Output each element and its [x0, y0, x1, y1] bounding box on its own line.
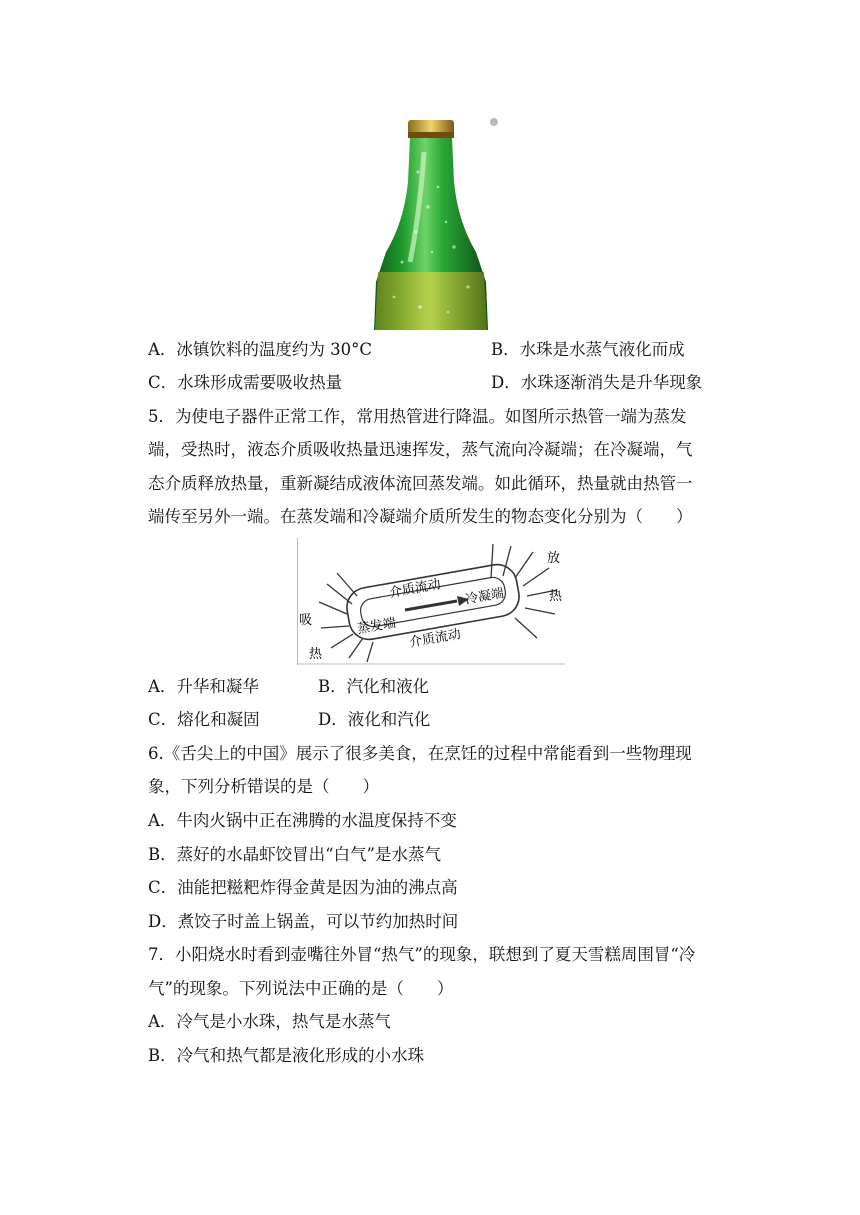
q5-option-d: D．液化和汽化: [318, 710, 431, 729]
diagram-flow-top-label: 介质流动: [388, 577, 442, 602]
q5-text-line-4: 端传至另外一端。在蒸发端和冷凝端介质所发生的物态变化分别为（ ）: [148, 507, 693, 526]
diagram-release-label-2: 热: [549, 589, 563, 604]
q6-option-d: D．煮饺子时盖上锅盖，可以节约加热时间: [148, 912, 459, 931]
q4-option-b: B．水珠是水蒸气液化而成: [491, 340, 685, 359]
q5-text-line-3: 态介质释放热量，重新凝结成液体流回蒸发端。如此循环，热量就由热管一: [148, 474, 693, 493]
diagram-condensation-end-label: 冷凝端: [464, 586, 506, 608]
q5-option-c: C．熔化和凝固: [148, 710, 260, 729]
diagram-evaporation-end-label: 蒸发端: [356, 615, 398, 638]
diagram-flow-bottom-label: 介质流动: [408, 626, 463, 651]
q5-text-line-1: 5．为使电子器件正常工作，常用热管进行降温。如图所示热管一端为蒸发: [148, 407, 687, 426]
q4-option-a: A．冰镇饮料的温度约为 30°C: [148, 340, 373, 359]
diagram-release-label-1: 放: [547, 551, 561, 566]
q7-text-line-1: 7．小阳烧水时看到壶嘴往外冒“热气”的现象，联想到了夏天雪糕周围冒“冷: [148, 945, 696, 964]
q4-option-d: D．水珠逐渐消失是升华现象: [491, 373, 703, 392]
diagram-absorb-label-1: 吸: [299, 613, 313, 628]
q6-text-line-1: 6.《舌尖上的中国》展示了很多美食，在烹饪的过程中常能看到一些物理现: [148, 744, 692, 763]
q7-text-line-2: 气”的现象。下列说法中正确的是（ ）: [148, 979, 454, 998]
q5-option-a: A．升华和凝华: [148, 677, 259, 696]
diagram-absorb-label-2: 热: [309, 647, 323, 662]
q7-option-b: B．冷气和热气都是液化形成的小水珠: [148, 1046, 425, 1065]
heat-pipe-diagram: [297, 538, 565, 665]
bottle-photo: [358, 112, 503, 330]
q6-option-c: C．油能把糍粑炸得金黄是因为油的沸点高: [148, 878, 458, 897]
q7-option-a: A．冷气是小水珠，热气是水蒸气: [148, 1012, 391, 1031]
q6-option-a: A．牛肉火锅中正在沸腾的水温度保持不变: [148, 811, 457, 830]
q6-option-b: B．蒸好的水晶虾饺冒出“白气”是水蒸气: [148, 845, 441, 864]
q5-text-line-2: 端，受热时，液态介质吸收热量迅速挥发，蒸气流向冷凝端；在冷凝端，气: [148, 440, 693, 459]
q4-option-c: C．水珠形成需要吸收热量: [148, 373, 343, 392]
q5-option-b: B．汽化和液化: [318, 677, 430, 696]
q6-text-line-2: 象，下列分析错误的是（ ）: [148, 777, 379, 796]
